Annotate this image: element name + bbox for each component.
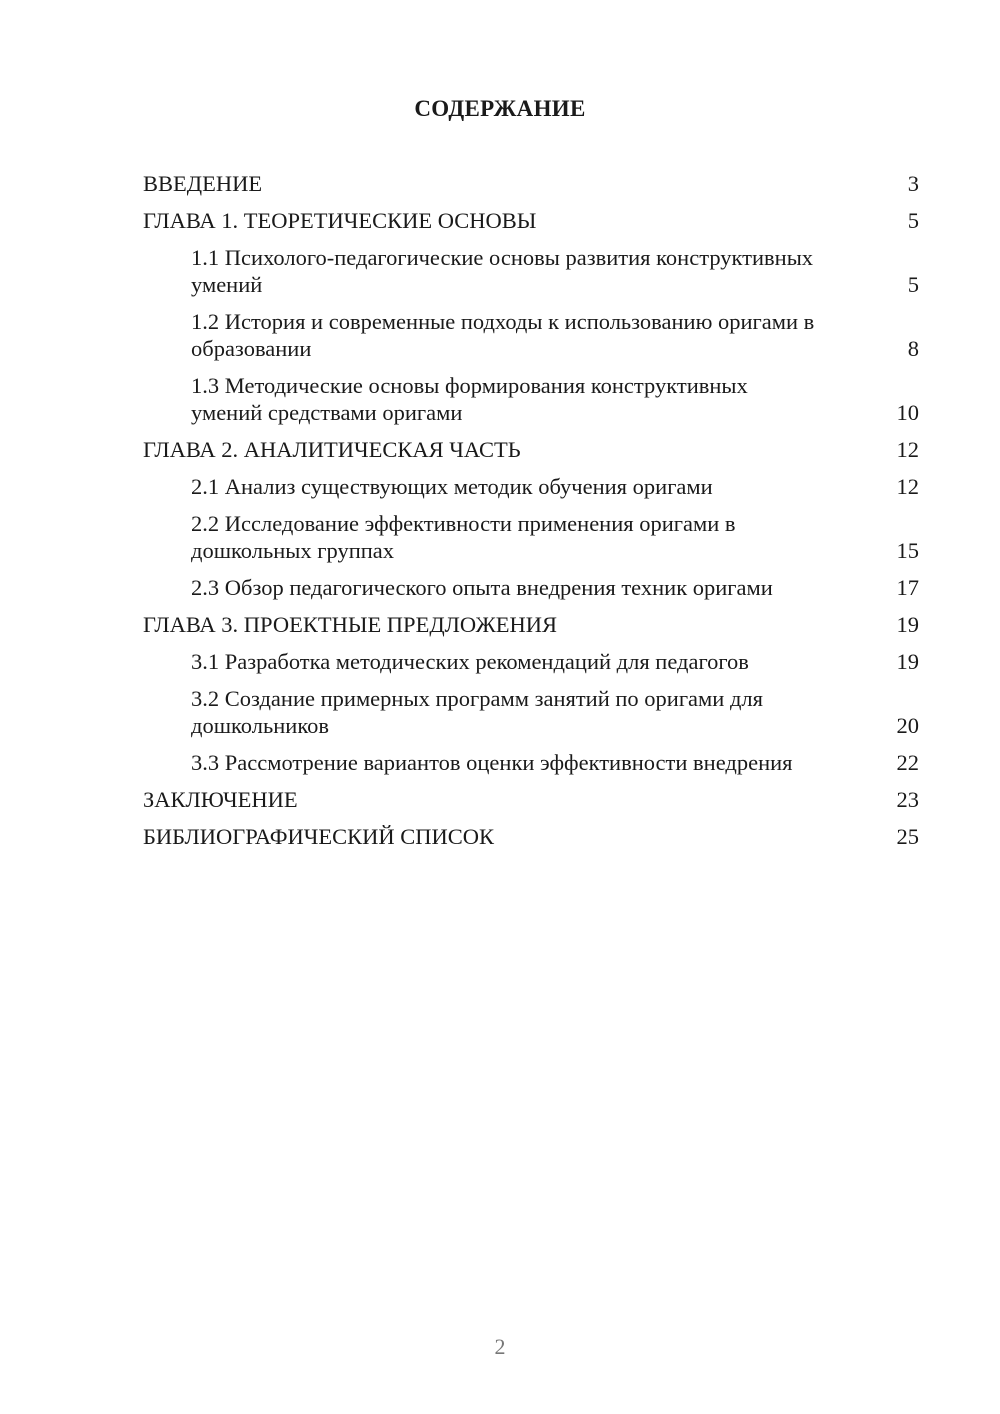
toc-entry-text: 2.2 Исследование эффективности применения оригами в дошкольных группах [191, 511, 736, 563]
toc-entry-page: 19 [896, 612, 919, 637]
toc-subentry [143, 244, 919, 298]
toc-subentry [143, 648, 919, 675]
toc-entry [143, 823, 919, 850]
toc-entry-text: 2.3 Обзор педагогического опыта внедрения техник оригами [191, 575, 773, 600]
toc-entry-text: ЗАКЛЮЧЕНИЕ [143, 787, 298, 812]
toc-entry [143, 207, 919, 234]
toc-entry [143, 436, 919, 463]
toc-entry [143, 786, 919, 813]
toc-subentry [143, 372, 919, 426]
toc-entry-page: 19 [896, 649, 919, 674]
toc-entry-page: 12 [896, 474, 919, 499]
toc-entry-text: 3.2 Создание примерных программ занятий по оригами для дошкольников [191, 686, 763, 738]
toc-entry-text: 1.3 Методические основы формирования конструктивных умений средствами оригами [191, 373, 748, 425]
toc-entry-page: 17 [896, 575, 919, 600]
toc-entry-text: 1.1 Психолого-педагогические основы развития конструктивных умений [191, 245, 814, 297]
toc-entry-page: 5 [907, 272, 919, 297]
toc-entry-text: 2.1 Анализ существующих методик обучения оригами [191, 474, 713, 499]
toc-subentry [143, 749, 919, 776]
toc-entry [143, 611, 919, 638]
toc-entry-page: 22 [896, 750, 919, 775]
toc-entry-text: ГЛАВА 1. ТЕОРЕТИЧЕСКИЕ ОСНОВЫ [143, 208, 537, 233]
toc-entry-page: 20 [896, 713, 919, 738]
toc-entry [143, 170, 919, 197]
toc-subentry [143, 510, 919, 564]
toc-entry-text: БИБЛИОГРАФИЧЕСКИЙ СПИСОК [143, 824, 495, 849]
toc-entry-page: 23 [896, 787, 919, 812]
toc-entry-page: 3 [907, 171, 919, 196]
toc-entry-text: ВВЕДЕНИЕ [143, 171, 263, 196]
table-of-contents [143, 170, 919, 850]
toc-subentry [143, 473, 919, 500]
toc-entry-text: 3.3 Рассмотрение вариантов оценки эффективности внедрения [191, 750, 793, 775]
toc-entry-page: 10 [896, 400, 919, 425]
toc-entry-page: 25 [896, 824, 919, 849]
toc-subentry [143, 574, 919, 601]
toc-entry-page: 12 [896, 437, 919, 462]
toc-subentry [143, 308, 919, 362]
toc-entry-page: 8 [907, 336, 919, 361]
toc-entry-page: 15 [896, 538, 919, 563]
toc-entry-text: ГЛАВА 2. АНАЛИТИЧЕСКАЯ ЧАСТЬ [143, 437, 521, 462]
toc-entry-text: 1.2 История и современные подходы к использованию оригами в образовании [191, 309, 815, 361]
page-title: СОДЕРЖАНИЕ [414, 96, 586, 121]
toc-entry-text: ГЛАВА 3. ПРОЕКТНЫЕ ПРЕДЛОЖЕНИЯ [143, 612, 558, 637]
toc-subentry [143, 685, 919, 739]
toc-entry-text: 3.1 Разработка методических рекомендаций для педагогов [191, 649, 749, 674]
page-number: 2 [494, 1334, 506, 1359]
toc-entry-page: 5 [907, 208, 919, 233]
